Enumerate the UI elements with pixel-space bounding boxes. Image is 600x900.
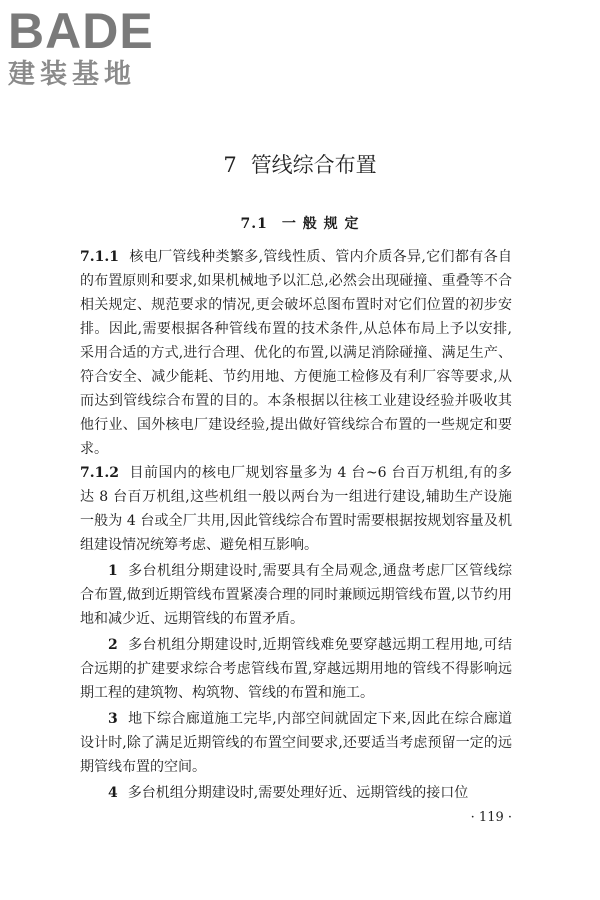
list-item-3 [80,707,512,779]
body-text [80,245,512,805]
section-title [0,212,600,236]
page-number: · 119 · [470,810,512,825]
clause-text: 目前国内的核电厂规划容量多为 4 台~6 台百万机组,有的多达 8 台百万机组,这些机组一般以两台为一组进行建设,辅助生产设施一般为 4 台或全厂共用,因此管线综合布置时需要根据按规划容量及机组建设情况统筹考虑、避免相互影响。 [80,465,512,553]
item-text: 多台机组分期建设时,近期管线难免要穿越远期工程用地,可结合远期的扩建要求综合考虑管线布置,穿越远期用地的管线不得影响远期工程的建筑物、构筑物、管线的布置和施工。 [80,637,512,701]
item-text: 多台机组分期建设时,需要具有全局观念,通盘考虑厂区管线综合布置,做到近期管线布置紧凑合理的同时兼顾远期管线布置,以节约用地和减少近、远期管线的布置矛盾。 [80,563,512,627]
clause-7-1-1 [80,245,512,461]
list-item-4 [80,781,512,805]
section-title-text: 一 般 规 定 [281,216,360,232]
clause-text: 核电厂管线种类繁多,管线性质、管内介质各异,它们都有各自的布置原则和要求,如果机械地予以汇总,必然会出现碰撞、重叠等不合相关规定、规范要求的情况,更会破坏总图布置时对它们位置的初步安排。因此,需要根据各种管线布置的技术条件,从总体布局上予以安排,采用合适的方式,进行合理、优化的布置,以满足消除碰撞、满足生产、符合安全、减少能耗、节约用地、方便施工检修及有利厂容等要求,从而达到管线综合布置的目的。本条根据以往核工业建设经验并吸收其他行业、国外核电厂建设经验,提出做好管线综合布置的一些规定和要求。 [80,249,512,457]
item-number: 4 [108,785,118,801]
clause-number: 7.1.1 [80,249,119,265]
section-number: 7.1 [240,216,268,232]
chapter-title-text: 管线综合布置 [250,153,377,177]
item-number: 1 [108,563,118,579]
bade-logo [8,3,178,90]
chapter-title [0,150,600,180]
clause-number: 7.1.2 [80,465,119,481]
logo-subtitle: 建装基地 [8,59,136,90]
logo-wordmark: BADE [8,3,154,59]
item-text: 地下综合廊道施工完毕,内部空间就固定下来,因此在综合廊道设计时,除了满足近期管线的布置空间要求,还要适当考虑预留一定的远期管线布置的空间。 [80,711,512,775]
item-text: 多台机组分期建设时,需要处理好近、远期管线的接口位 [127,785,469,801]
list-item-1 [80,559,512,631]
item-number: 3 [108,711,118,727]
chapter-number: 7 [223,153,237,177]
clause-7-1-2 [80,461,512,557]
list-item-2 [80,633,512,705]
item-number: 2 [108,637,118,653]
